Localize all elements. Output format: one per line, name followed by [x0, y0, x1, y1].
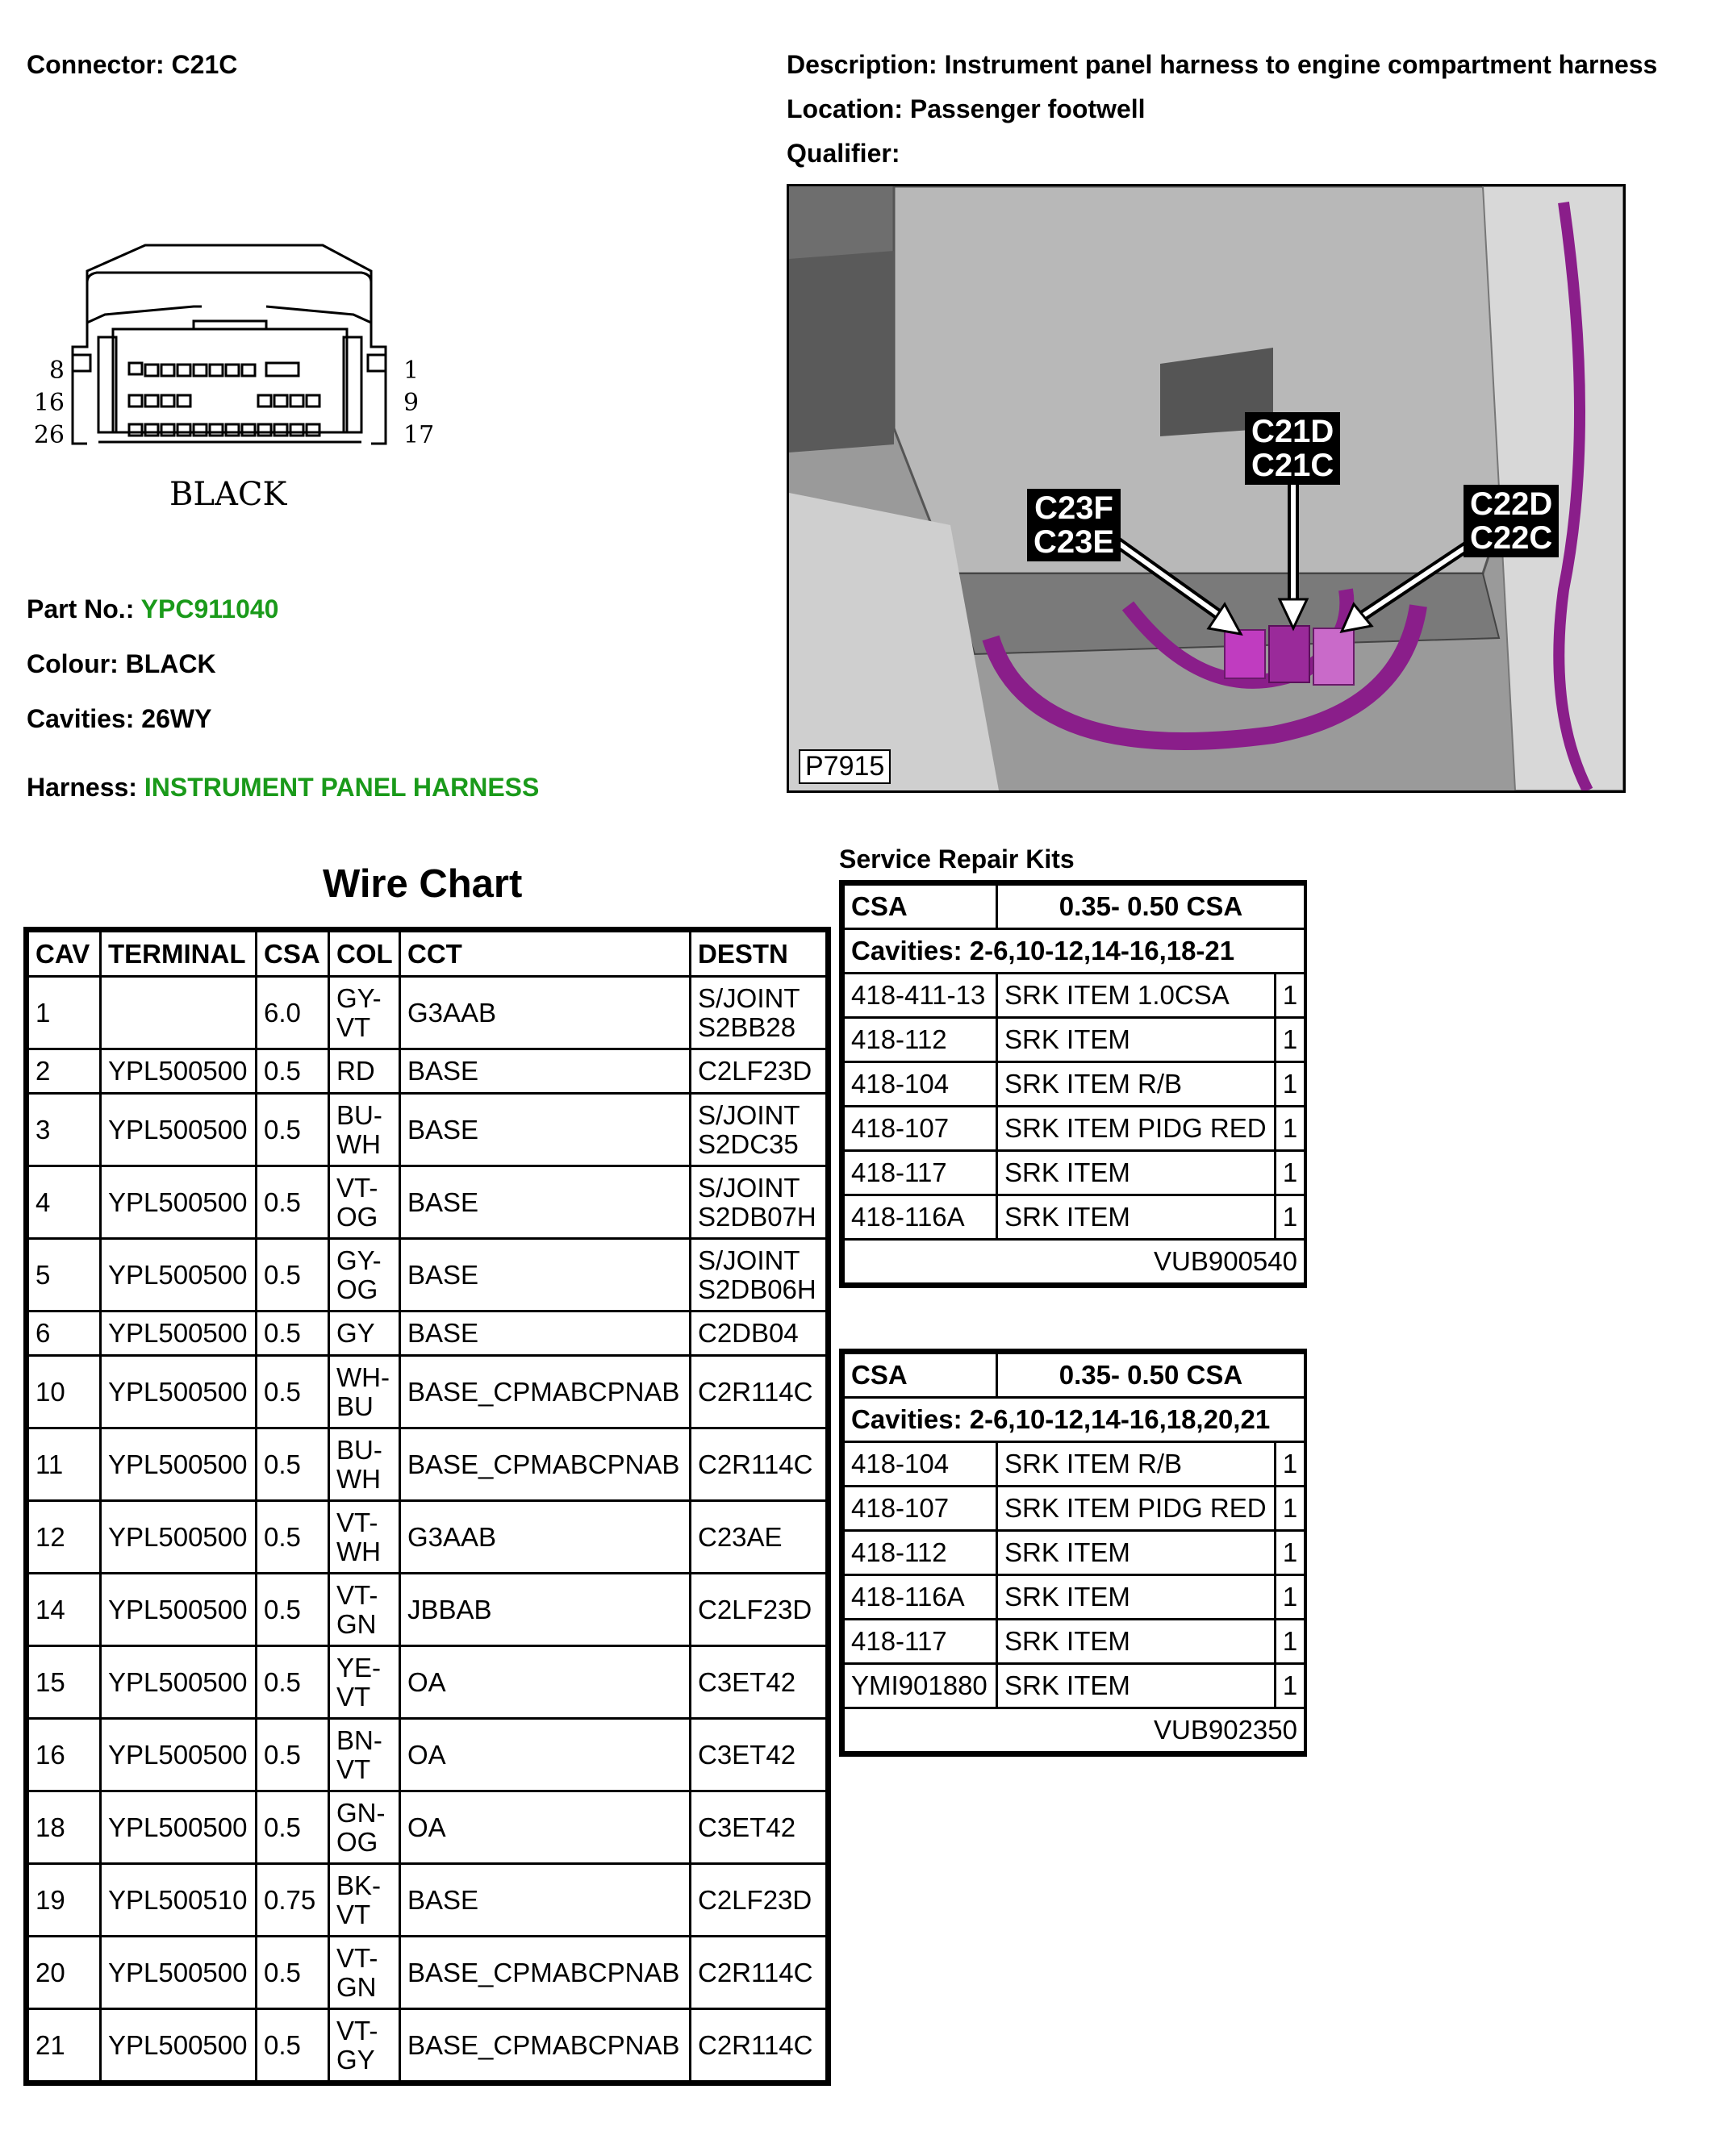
table-row	[28, 977, 827, 1049]
terminal-cell: YPL500500	[101, 1719, 257, 1791]
terminal-cell: YPL500500	[101, 1501, 257, 1574]
colour-cell: GY- VT	[329, 977, 400, 1049]
kit-part-number: 418-117	[844, 1151, 997, 1195]
terminal-cell: YPL500500	[101, 1094, 257, 1166]
table-header-row	[28, 932, 827, 977]
location-line	[787, 94, 1146, 124]
column-header: DESTN	[691, 932, 827, 977]
pin-numbers-left	[32, 355, 65, 452]
circuit-cell: G3AAB	[400, 1501, 691, 1574]
colour-cell: BK- VT	[329, 1864, 400, 1937]
table-row	[28, 1312, 827, 1356]
kit-item-row	[844, 1531, 1305, 1575]
description-value: Instrument panel harness to engine compartment harness	[944, 50, 1658, 79]
terminal-cell: YPL500500	[101, 1239, 257, 1312]
circuit-cell: OA	[400, 1719, 691, 1791]
destination-cell: C2LF23D	[691, 1864, 827, 1937]
kit-item-quantity: 1	[1276, 1531, 1305, 1575]
circuit-cell: OA	[400, 1646, 691, 1719]
destination-cell: C3ET42	[691, 1791, 827, 1864]
colour-cell: VT- GY	[329, 2009, 400, 2082]
kit-csa-label: CSA	[844, 885, 997, 929]
cav-cell: 1	[28, 977, 101, 1049]
callout-c21d-c21c	[1245, 412, 1340, 485]
kit-item-quantity: 1	[1276, 1487, 1305, 1531]
repair-kit-2	[839, 1349, 1307, 1757]
cavities-value: 26WY	[141, 704, 212, 733]
circuit-cell: BASE	[400, 1239, 691, 1312]
callout-c23f-c23e	[1027, 489, 1121, 561]
colour-label: Colour:	[27, 649, 119, 678]
colour-cell: RD	[329, 1049, 400, 1094]
kit-item-row	[844, 1195, 1305, 1240]
kit-number-row	[844, 1240, 1305, 1284]
terminal-cell: YPL500500	[101, 1428, 257, 1501]
kit-item-description: SRK ITEM R/B	[997, 1442, 1276, 1487]
colour-cell: WH- BU	[329, 1356, 400, 1428]
circuit-cell: JBBAB	[400, 1574, 691, 1646]
kit-part-number: 418-411-13	[844, 974, 997, 1018]
column-header: CSA	[257, 932, 329, 977]
csa-cell: 0.5	[257, 1937, 329, 2009]
kit-part-number: 418-107	[844, 1107, 997, 1151]
destination-cell: C2R114C	[691, 1356, 827, 1428]
cav-cell: 15	[28, 1646, 101, 1719]
cavities-line	[27, 704, 211, 734]
column-header: CCT	[400, 932, 691, 977]
kit-csa-label: CSA	[844, 1353, 997, 1398]
circuit-cell: BASE_CPMABCPNAB	[400, 1428, 691, 1501]
location-value: Passenger footwell	[909, 94, 1146, 123]
destination-cell: C3ET42	[691, 1646, 827, 1719]
connector-colour-text: BLACK	[169, 476, 287, 513]
description-line	[787, 50, 1657, 80]
cav-cell: 6	[28, 1312, 101, 1356]
kit-item-row	[844, 1107, 1305, 1151]
harness-line	[27, 773, 539, 803]
csa-cell: 0.5	[257, 1094, 329, 1166]
destination-cell: S/JOINT S2DB07H	[691, 1166, 827, 1239]
callout-c22d-c22c	[1464, 485, 1559, 557]
csa-cell: 0.5	[257, 1049, 329, 1094]
cav-cell: 5	[28, 1239, 101, 1312]
colour-cell: BU- WH	[329, 1428, 400, 1501]
table-row	[28, 1937, 827, 2009]
kit-item-quantity: 1	[1276, 1107, 1305, 1151]
wire-chart-table	[27, 930, 828, 2083]
csa-cell: 0.5	[257, 2009, 329, 2082]
kit-item-row	[844, 1575, 1305, 1620]
csa-cell: 0.5	[257, 1501, 329, 1574]
column-header: COL	[329, 932, 400, 977]
terminal-cell: YPL500500	[101, 1791, 257, 1864]
circuit-cell: BASE_CPMABCPNAB	[400, 1356, 691, 1428]
callout-text: C21D C21C	[1251, 414, 1334, 483]
kit-item-description: SRK ITEM	[997, 1151, 1276, 1195]
table-row	[28, 1501, 827, 1574]
circuit-cell: BASE	[400, 1166, 691, 1239]
pin-label: 8	[48, 357, 65, 385]
repair-kit-table	[842, 1352, 1306, 1754]
wire-chart-title: Wire Chart	[323, 862, 523, 906]
table-row	[28, 1428, 827, 1501]
connector-label: Connector:	[27, 50, 165, 79]
kit-item-description: SRK ITEM PIDG RED	[997, 1487, 1276, 1531]
kit-item-row	[844, 1487, 1305, 1531]
kit-item-row	[844, 1620, 1305, 1664]
kit-item-quantity: 1	[1276, 1664, 1305, 1708]
kit-items	[844, 1442, 1305, 1708]
kit-item-description: SRK ITEM PIDG RED	[997, 1107, 1276, 1151]
kit-item-description: SRK ITEM	[997, 1664, 1276, 1708]
kit-item-quantity: 1	[1276, 1620, 1305, 1664]
kit-item-description: SRK ITEM	[997, 1575, 1276, 1620]
colour-cell: GY	[329, 1312, 400, 1356]
colour-cell: GY- OG	[329, 1239, 400, 1312]
csa-cell: 6.0	[257, 977, 329, 1049]
terminal-cell: YPL500500	[101, 1937, 257, 2009]
cav-cell: 11	[28, 1428, 101, 1501]
connector-face-diagram	[24, 234, 444, 532]
cav-cell: 21	[28, 2009, 101, 2082]
circuit-cell: OA	[400, 1791, 691, 1864]
colour-cell: VT- WH	[329, 1501, 400, 1574]
destination-cell: C23AE	[691, 1501, 827, 1574]
cav-cell: 10	[28, 1356, 101, 1428]
harness-label: Harness:	[27, 773, 137, 802]
kit-item-quantity: 1	[1276, 1575, 1305, 1620]
circuit-cell: G3AAB	[400, 977, 691, 1049]
pin-label: 9	[403, 389, 420, 417]
terminal-cell: YPL500500	[101, 1166, 257, 1239]
description-label: Description:	[787, 50, 937, 79]
circuit-cell: BASE	[400, 1312, 691, 1356]
kit-items	[844, 974, 1305, 1240]
photo-code: P7915	[799, 749, 891, 784]
table-row	[28, 1049, 827, 1094]
cav-cell: 3	[28, 1094, 101, 1166]
terminal-cell: YPL500500	[101, 1356, 257, 1428]
kit-cavities-row	[844, 1398, 1305, 1442]
colour-cell: VT- GN	[329, 1574, 400, 1646]
kit-item-row	[844, 1062, 1305, 1107]
kit-item-quantity: 1	[1276, 974, 1305, 1018]
circuit-cell: BASE	[400, 1094, 691, 1166]
qualifier-label: Qualifier:	[787, 139, 900, 168]
colour-cell: VT- OG	[329, 1166, 400, 1239]
terminal-cell: YPL500500	[101, 1312, 257, 1356]
cav-cell: 14	[28, 1574, 101, 1646]
destination-cell: S/JOINT S2DB06H	[691, 1239, 827, 1312]
table-row	[28, 1574, 827, 1646]
callout-text: C22D C22C	[1470, 486, 1553, 556]
table-row	[28, 1094, 827, 1166]
kit-item-description: SRK ITEM	[997, 1620, 1276, 1664]
kit-cavities: Cavities: 2-6,10-12,14-16,18,20,21	[844, 1398, 1305, 1442]
kit-cavities: Cavities: 2-6,10-12,14-16,18-21	[844, 929, 1305, 974]
terminal-cell: YPL500500	[101, 1646, 257, 1719]
callout-text: C23F C23E	[1033, 490, 1115, 560]
table-row	[28, 1239, 827, 1312]
terminal-cell: YPL500500	[101, 2009, 257, 2082]
kit-item-description: SRK ITEM	[997, 1195, 1276, 1240]
colour-cell: BN- VT	[329, 1719, 400, 1791]
cav-cell: 2	[28, 1049, 101, 1094]
terminal-cell: YPL500500	[101, 1049, 257, 1094]
kit-item-row	[844, 1664, 1305, 1708]
csa-cell: 0.5	[257, 1428, 329, 1501]
circuit-cell: BASE	[400, 1049, 691, 1094]
colour-cell: BU- WH	[329, 1094, 400, 1166]
csa-cell: 0.5	[257, 1574, 329, 1646]
part-no-label: Part No.:	[27, 594, 135, 623]
table-row	[28, 1356, 827, 1428]
connector-value: C21C	[171, 50, 238, 79]
kit-csa-value: 0.35- 0.50 CSA	[997, 885, 1305, 929]
cav-cell: 20	[28, 1937, 101, 2009]
kit-item-quantity: 1	[1276, 1062, 1305, 1107]
table-row	[28, 1719, 827, 1791]
circuit-cell: BASE	[400, 1864, 691, 1937]
destination-cell: S/JOINT S2DC35	[691, 1094, 827, 1166]
part-no-line	[27, 594, 278, 624]
wire-chart-body	[28, 977, 827, 2082]
table-row	[28, 1166, 827, 1239]
cav-cell: 19	[28, 1864, 101, 1937]
kit-part-number: 418-104	[844, 1442, 997, 1487]
pin-label: 17	[403, 421, 435, 449]
kit-item-quantity: 1	[1276, 1442, 1305, 1487]
kit-part-number: 418-104	[844, 1062, 997, 1107]
kit-cavities-row	[844, 929, 1305, 974]
terminal-cell: YPL500510	[101, 1864, 257, 1937]
kit-item-description: SRK ITEM R/B	[997, 1062, 1276, 1107]
kit-item-row	[844, 974, 1305, 1018]
repair-kits-title: Service Repair Kits	[839, 844, 1075, 874]
location-photo	[787, 184, 1626, 793]
kit-number: VUB900540	[844, 1240, 1305, 1284]
kit-part-number: YMI901880	[844, 1664, 997, 1708]
pin-label: 26	[33, 421, 65, 449]
terminal-cell	[101, 977, 257, 1049]
csa-cell: 0.5	[257, 1646, 329, 1719]
csa-cell: 0.75	[257, 1864, 329, 1937]
kit-part-number: 418-117	[844, 1620, 997, 1664]
kit-item-description: SRK ITEM	[997, 1531, 1276, 1575]
kit-number-row	[844, 1708, 1305, 1753]
csa-cell: 0.5	[257, 1791, 329, 1864]
kit-item-description: SRK ITEM 1.0CSA	[997, 974, 1276, 1018]
pin-label: 16	[33, 389, 65, 417]
kit-part-number: 418-112	[844, 1018, 997, 1062]
kit-item-quantity: 1	[1276, 1151, 1305, 1195]
kit-part-number: 418-107	[844, 1487, 997, 1531]
kit-part-number: 418-116A	[844, 1575, 997, 1620]
cavities-label: Cavities:	[27, 704, 135, 733]
terminal-cell: YPL500500	[101, 1574, 257, 1646]
cav-cell: 12	[28, 1501, 101, 1574]
colour-cell: VT- GN	[329, 1937, 400, 2009]
column-header: TERMINAL	[101, 932, 257, 977]
colour-line	[27, 649, 216, 679]
repair-kit-table	[842, 883, 1306, 1285]
csa-cell: 0.5	[257, 1166, 329, 1239]
destination-cell: C3ET42	[691, 1719, 827, 1791]
circuit-cell: BASE_CPMABCPNAB	[400, 2009, 691, 2082]
kit-item-quantity: 1	[1276, 1018, 1305, 1062]
colour-value: BLACK	[125, 649, 216, 678]
harness-link[interactable]: INSTRUMENT PANEL HARNESS	[144, 773, 540, 802]
destination-cell: C2R114C	[691, 2009, 827, 2082]
kit-item-row	[844, 1018, 1305, 1062]
colour-cell: GN- OG	[329, 1791, 400, 1864]
destination-cell: C2LF23D	[691, 1049, 827, 1094]
kit-csa-row	[844, 1353, 1305, 1398]
table-row	[28, 1864, 827, 1937]
destination-cell: C2LF23D	[691, 1574, 827, 1646]
circuit-cell: BASE_CPMABCPNAB	[400, 1937, 691, 2009]
cav-cell: 16	[28, 1719, 101, 1791]
colour-cell: YE- VT	[329, 1646, 400, 1719]
pin-label: 1	[403, 357, 420, 385]
destination-cell: C2R114C	[691, 1428, 827, 1501]
table-row	[28, 1791, 827, 1864]
csa-cell: 0.5	[257, 1356, 329, 1428]
kit-part-number: 418-112	[844, 1531, 997, 1575]
kit-csa-value: 0.35- 0.50 CSA	[997, 1353, 1305, 1398]
destination-cell: C2DB04	[691, 1312, 827, 1356]
kit-csa-row	[844, 885, 1305, 929]
destination-cell: C2R114C	[691, 1937, 827, 2009]
repair-kit-1	[839, 880, 1307, 1288]
pin-numbers-right	[403, 355, 436, 452]
table-row	[28, 2009, 827, 2082]
csa-cell: 0.5	[257, 1719, 329, 1791]
destination-cell: S/JOINT S2BB28	[691, 977, 827, 1049]
cav-cell: 18	[28, 1791, 101, 1864]
csa-cell: 0.5	[257, 1239, 329, 1312]
location-label: Location:	[787, 94, 903, 123]
connector-line	[27, 50, 237, 80]
csa-cell: 0.5	[257, 1312, 329, 1356]
kit-number: VUB902350	[844, 1708, 1305, 1753]
part-no-link[interactable]: YPC911040	[140, 594, 279, 623]
column-header: CAV	[28, 932, 101, 977]
cav-cell: 4	[28, 1166, 101, 1239]
kit-item-quantity: 1	[1276, 1195, 1305, 1240]
table-row	[28, 1646, 827, 1719]
kit-part-number: 418-116A	[844, 1195, 997, 1240]
kit-item-row	[844, 1442, 1305, 1487]
kit-item-description: SRK ITEM	[997, 1018, 1276, 1062]
kit-item-row	[844, 1151, 1305, 1195]
